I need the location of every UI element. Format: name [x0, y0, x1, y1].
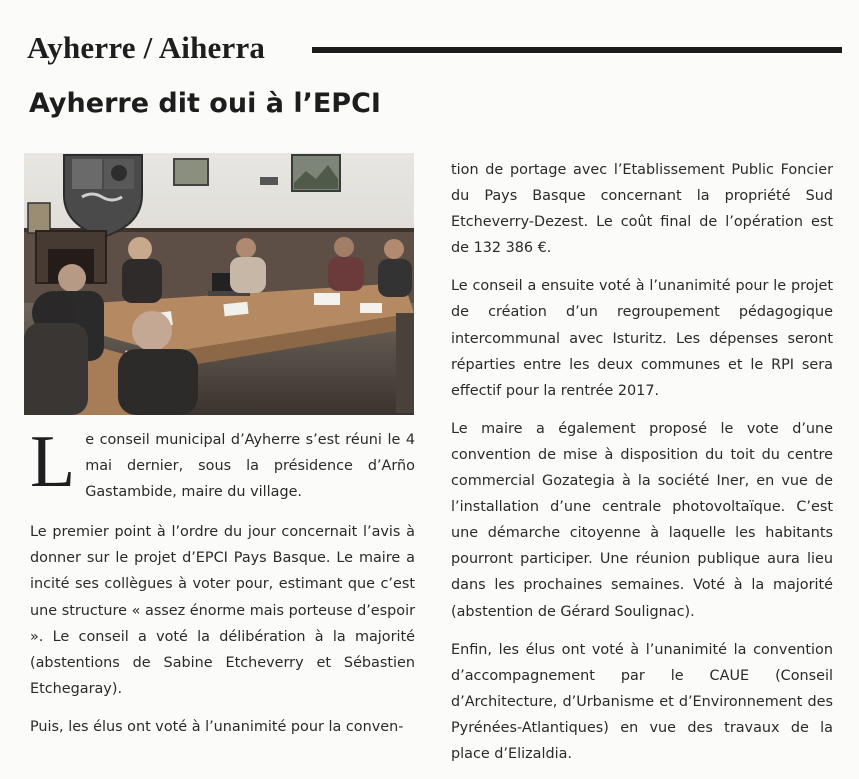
article-paragraph: Le maire a également proposé le vote d’une convention de mise à disposition du toit du centre commercial Gozategia à la société Iner, en vue de l’installation d’une centrale photovoltaïque. C’est une démarche citoyenne à laquelle les habitants pourront participer. Une réunion publique aura lieu dans les prochaines semaines. Voté à la majorité (abstention de Gérard Soulignac).: [451, 420, 833, 620]
drop-cap: L: [30, 421, 76, 503]
article-paragraph: tion de portage avec l’Etablissement Public Foncier du Pays Basque concernant la propriété Sud Etcheverry-Dezest. Le coût final de l’opération est de 132 386 €.: [451, 162, 833, 257]
section-title: Ayherre / Aiherra: [27, 30, 266, 65]
article-paragraph: Le conseil municipal d’Ayherre s’est réuni le 4 mai dernier, sous la présidence d’Arño Gastambide, maire du village.: [30, 421, 415, 503]
article-paragraph: Enfin, les élus ont voté à l’unanimité la convention d’accompagnement par le CAUE (Conseil d’Architecture, d’Urbanisme et d’Environnement des Pyrénées-Atlantiques) en vue des travaux de la place d’Elizaldia.: [451, 641, 833, 762]
article-column-left: [30, 421, 415, 752]
article-paragraph: Le premier point à l’ordre du jour concernait l’avis à donner sur le projet d’EPCI Pays Basque. Le maire a incité ses collègues à voter pour, estimant que c’est une structure « assez énorme mais porteuse d’espoir ». Le conseil a voté la délibération à la majorité (abstentions de Sabine Etcheverry et Sébastien Etchegaray).: [30, 524, 415, 697]
article-paragraph: Le conseil a ensuite voté à l’unanimité pour le projet de création d’un regroupement pédagogique intercommunal avec Isturitz. Les dépenses seront réparties entre les deux communes et le RPI sera effectif pour la rentrée 2017.: [451, 278, 833, 399]
meeting-photo-illustration: [24, 153, 414, 415]
meeting-photo: [24, 153, 414, 415]
article-column-right: [451, 157, 833, 779]
section-title-rule: [312, 47, 842, 53]
article-paragraph: Puis, les élus ont voté à l’unanimité pour la conven-: [30, 718, 404, 735]
article-headline: Ayherre dit oui à l’EPCI: [29, 88, 381, 119]
